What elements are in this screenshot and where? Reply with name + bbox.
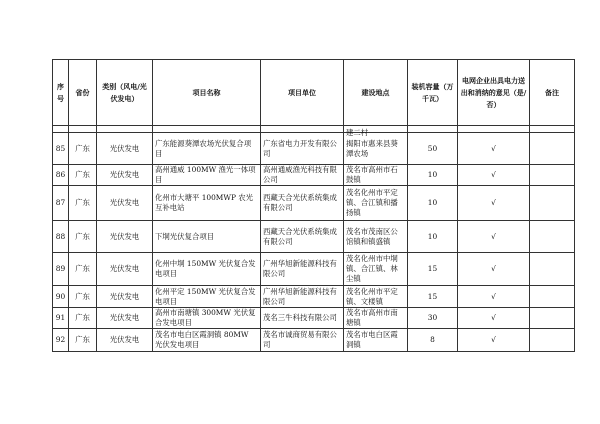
cell-seq: 91 xyxy=(53,308,69,329)
header-province: 省份 xyxy=(69,60,97,126)
cell-remarks xyxy=(530,186,575,221)
cell-remarks xyxy=(530,133,575,165)
cell-seq: 87 xyxy=(53,186,69,221)
cell-location: 茂名市高州市南塘镇 xyxy=(344,308,408,329)
cell-unit: 广东省电力开发有限公司 xyxy=(261,133,344,165)
cell-province: 广东 xyxy=(69,221,97,253)
cell-province: 广东 xyxy=(69,329,97,352)
cell-project-name: 茂名市电白区霞洞镇 80MW 光伏发电项目 xyxy=(153,329,261,352)
cell-remarks xyxy=(530,329,575,352)
header-unit: 项目单位 xyxy=(261,60,344,126)
header-seq: 序号 xyxy=(53,60,69,126)
table-row xyxy=(53,133,575,165)
cell-location: 茂名化州市平定镇、合江镇和播扬镇 xyxy=(344,186,408,221)
cell-seq: 86 xyxy=(53,165,69,186)
cell-location: 茂名市茂南区公馆镇和镇盛镇 xyxy=(344,221,408,253)
cell-unit: 西藏天合光伏系统集成有限公司 xyxy=(261,221,344,253)
cell-project-name: 下垌光伏复合项目 xyxy=(153,221,261,253)
carryover-location-text: 建二村 xyxy=(346,128,369,137)
cell-grid-opinion: √ xyxy=(458,133,530,165)
table-row xyxy=(53,253,575,286)
cell-location: 茂名化州市中垌镇、合江镇、林尘镇 xyxy=(344,253,408,286)
cell-project-name: 化州平定 150MW 光伏复合发电项目 xyxy=(153,286,261,308)
cell-province: 广东 xyxy=(69,133,97,165)
cell-project-name: 化州中垌 150MW 光伏复合发电项目 xyxy=(153,253,261,286)
cell-capacity: 10 xyxy=(408,221,458,253)
header-category: 类别（风电/光伏发电） xyxy=(97,60,153,126)
table-row xyxy=(53,165,575,186)
cell-province: 广东 xyxy=(69,286,97,308)
header-row xyxy=(53,60,575,126)
cell-capacity: 10 xyxy=(408,165,458,186)
project-table xyxy=(52,59,575,352)
table-row xyxy=(53,186,575,221)
cell-unit: 茂名市诚商贸易有限公司 xyxy=(261,329,344,352)
cell-grid-opinion: √ xyxy=(458,329,530,352)
cell-category: 光伏发电 xyxy=(97,308,153,329)
cell-unit: 高州通威渔光科技有限公司 xyxy=(261,165,344,186)
header-remarks: 备注 xyxy=(530,60,575,126)
cell-grid-opinion: √ xyxy=(458,221,530,253)
cell-capacity: 50 xyxy=(408,133,458,165)
cell-category: 光伏发电 xyxy=(97,165,153,186)
cell-seq: 88 xyxy=(53,221,69,253)
cell-location: 茂名市高州市石鼓镇 xyxy=(344,165,408,186)
cell-project-name: 广东能源葵潭农场光伏复合项目 xyxy=(153,133,261,165)
cell-project-name: 化州市大塘平 100MWP 农光互补电站 xyxy=(153,186,261,221)
header-grid-opinion: 电网企业出具电力送出和消纳的意见（是/否） xyxy=(458,60,530,126)
cell-province: 广东 xyxy=(69,308,97,329)
cell-location: 茂名市电白区霞洞镇 xyxy=(344,329,408,352)
header-project-name: 项目名称 xyxy=(153,60,261,126)
cell-grid-opinion: √ xyxy=(458,308,530,329)
cell-unit: 广州华旭新能源科技有限公司 xyxy=(261,286,344,308)
cell-capacity: 15 xyxy=(408,253,458,286)
cell-grid-opinion: √ xyxy=(458,286,530,308)
header-location: 建设地点 xyxy=(344,60,408,126)
cell-category: 光伏发电 xyxy=(97,186,153,221)
cell-seq: 90 xyxy=(53,286,69,308)
header-capacity: 装机容量（万千瓦） xyxy=(408,60,458,126)
cell-province: 广东 xyxy=(69,165,97,186)
cell-category: 光伏发电 xyxy=(97,133,153,165)
table-row xyxy=(53,286,575,308)
cell-grid-opinion: √ xyxy=(458,165,530,186)
cell-location: 揭阳市惠来县葵潭农场 xyxy=(344,133,408,165)
cell-capacity: 15 xyxy=(408,286,458,308)
spacer-row xyxy=(53,126,575,133)
cell-province: 广东 xyxy=(69,186,97,221)
cell-unit: 广州华旭新能源科技有限公司 xyxy=(261,253,344,286)
cell-project-name: 高州市南塘镇 300MW 光伏复合发电项目 xyxy=(153,308,261,329)
cell-unit: 茂名三牛科技有限公司 xyxy=(261,308,344,329)
cell-remarks xyxy=(530,221,575,253)
table-row xyxy=(53,221,575,253)
cell-capacity: 10 xyxy=(408,186,458,221)
cell-remarks xyxy=(530,165,575,186)
cell-category: 光伏发电 xyxy=(97,253,153,286)
cell-capacity: 8 xyxy=(408,329,458,352)
cell-grid-opinion: √ xyxy=(458,253,530,286)
cell-location: 茂名化州市平定镇、文楼镇 xyxy=(344,286,408,308)
cell-seq: 85 xyxy=(53,133,69,165)
cell-seq: 92 xyxy=(53,329,69,352)
table-row xyxy=(53,308,575,329)
table-row xyxy=(53,329,575,352)
cell-project-name: 高州通威 100MW 渔光一体项目 xyxy=(153,165,261,186)
cell-category: 光伏发电 xyxy=(97,286,153,308)
cell-grid-opinion: √ xyxy=(458,186,530,221)
cell-capacity: 30 xyxy=(408,308,458,329)
cell-remarks xyxy=(530,253,575,286)
cell-remarks xyxy=(530,308,575,329)
cell-remarks xyxy=(530,286,575,308)
cell-unit: 西藏天合光伏系统集成有限公司 xyxy=(261,186,344,221)
cell-category: 光伏发电 xyxy=(97,329,153,352)
cell-province: 广东 xyxy=(69,253,97,286)
cell-seq: 89 xyxy=(53,253,69,286)
cell-category: 光伏发电 xyxy=(97,221,153,253)
